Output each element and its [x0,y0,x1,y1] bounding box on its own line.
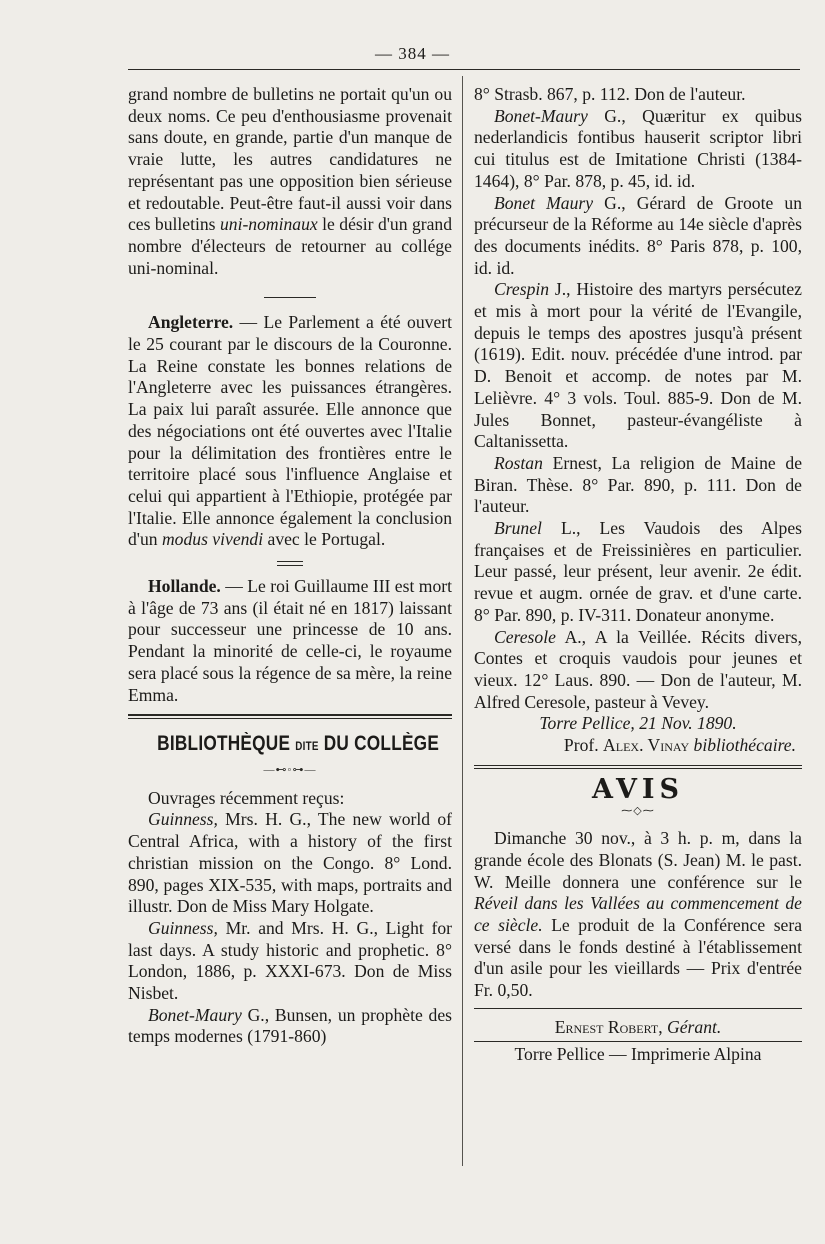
angleterre-heading: Angleterre. [148,312,234,333]
catalog-entry: Guinness, Mr. and Mrs. H. G., Light for last days. A study historic and prophetic. 8° London, 1886, p. XXXI-673. Don de Miss Nisbet. [128,917,452,1004]
bibliotheque-title: BIBLIOTHÈQUE DITE DU COLLÈGE [157,732,440,756]
intro-paragraph: grand nombre de bulletins ne portait qu'un ou deux noms. Ce peu d'enthousiasme provenait sans doute, en grande, partie d'un manque de vraie lutte, les autres candidatures ne représentant pas une opposition bien sérieuse et redoutable. Peut-être faut-il aussi voir dans ces bulletins uni-nominaux le désir d'un grand nombre d'électeurs de retourner au collége uni-nominal. [128,84,453,278]
catalog-entry: Rostan Ernest, La religion de Maine de Biran. Thèse. 8° Par. 890, p. 111. Don de l'auteur. [474,452,802,517]
dateline: Torre Pellice, 21 Nov. 1890. [539,713,737,734]
hollande-paragraph: Hollande. — Le roi Guillaume III est mort à l'âge de 73 ans (il était né en 1817) laissant pour successeur une princesse de 10 ans. Pendant la minorité de celle-ci, le royaume sera placé sous la régence de sa mère, la reine Emma. [128,576,452,705]
catalog-entry: Crespin J., Histoire des martyrs persécutez et mis à mort pour la vérité de l'Evangile, depuis le temps des apostres jusqu'à présent (1619). Edit. nouv. précédée d'une introd. par D. Benoit et accomp. de notes par M. Lelièvre. 4° 3 vols. Toul. 885-9. Don de M. Jules Bonnet, pasteur-évangéliste à Caltanissetta. [474,279,802,452]
section-separator [264,297,316,298]
page-number: — 384 — [375,44,450,63]
avis-paragraph: Dimanche 30 nov., à 3 h. p. m, dans la grande école des Blonats (S. Jean) M. le past. W. Meille donnera une conférence sur le Réveil dans les Vallées au commencement de ce siècle. Le produit de la Conférence sera versé dans le fonds destiné à l'établissement d'un asile pour les vieillards — Prix d'entrée Fr. 0,50. [474,828,803,1001]
ouvrages-label: Ouvrages récemment reçus: [148,787,345,808]
footer-rule [474,1041,802,1042]
angleterre-paragraph: Angleterre. — Le Parlement a été ouvert le 25 courant par le discours de la Couronne. La Reine constate les bonnes relations de l'Angleterre avec les puissances étrangères. La paix lui paraît assurée. Elle annonce que des négociations ont été ouvertes avec l'Italie pour la délimitation des frontières entre le territoire placé sous l'influence Anglaise et celui qui appartient à l'Ethiopie, protégée par l'Italie. Elle annonce également la conclusion d'un modus vivendi avec le Portugal. [128,312,453,550]
heavy-rule [128,714,452,719]
catalog-entry: Bonet-Maury G., Bunsen, un prophète des temps modernes (1791-860) [128,1004,452,1047]
printer-line: Torre Pellice — Imprimerie Alpina [514,1043,762,1064]
section-rule [474,765,802,769]
left-column [128,84,452,1048]
gerant-line: Ernest Robert, Gérant. [554,1016,722,1037]
section-separator [277,561,303,566]
footer-rule [474,1008,802,1009]
catalog-entry: Bonet-Maury G., Quæritur ex quibus nederlandicis fontibus hauserit scriptor libri cui titulus est de Imitatione Christi (1384-1464), 8° Par. 878, p. 45, id. id. [474,105,802,191]
catalog-entry-continued: 8° Strasb. 867, p. 112. Don de l'auteur. [474,84,746,104]
catalog-entry: Ceresole A., A la Veillée. Récits divers, Contes et croquis vaudois pour jeunes et vieux. 12° Laus. 890. — Don de l'auteur, M. Alfred Ceresole, pasteur à Vevey. [474,626,802,712]
catalog-entry: Bonet Maury G., Gérard de Groote un précurseur de la Réforme au 14e siècle d'après des documents inédits. 8° Paris 878, p. 100, id. id. [474,192,802,278]
catalog-entry: Brunel L., Les Vaudois des Alpes françaises et de Freissinières en particulier. Leur passé, leur présent, leur avenir. 2e édit. revue et augm. ornée de grav. et d'une carte. 8° Par. 890, p. IV-311. Donateur anonyme. [474,518,802,625]
hollande-heading: Hollande. [148,576,221,597]
right-column [474,84,802,1065]
column-divider [462,76,463,1166]
avis-title: AVIS [591,773,685,805]
avis-ornament: ⁓◇⁓ [621,804,655,817]
catalog-entry: Guinness, Mrs. H. G., The new world of Central Africa, with a history of the first christian mission on the Congo. 8° Lond. 890, pages XIX-535, with maps, portraits and illustr. Don de Miss Mary Holgate. [128,809,452,917]
title-ornament: —⊷◦⊶— [263,763,317,776]
librarian-signature: Prof. Alex. Vinay bibliothécaire. [563,735,796,756]
header-rule [128,69,800,70]
